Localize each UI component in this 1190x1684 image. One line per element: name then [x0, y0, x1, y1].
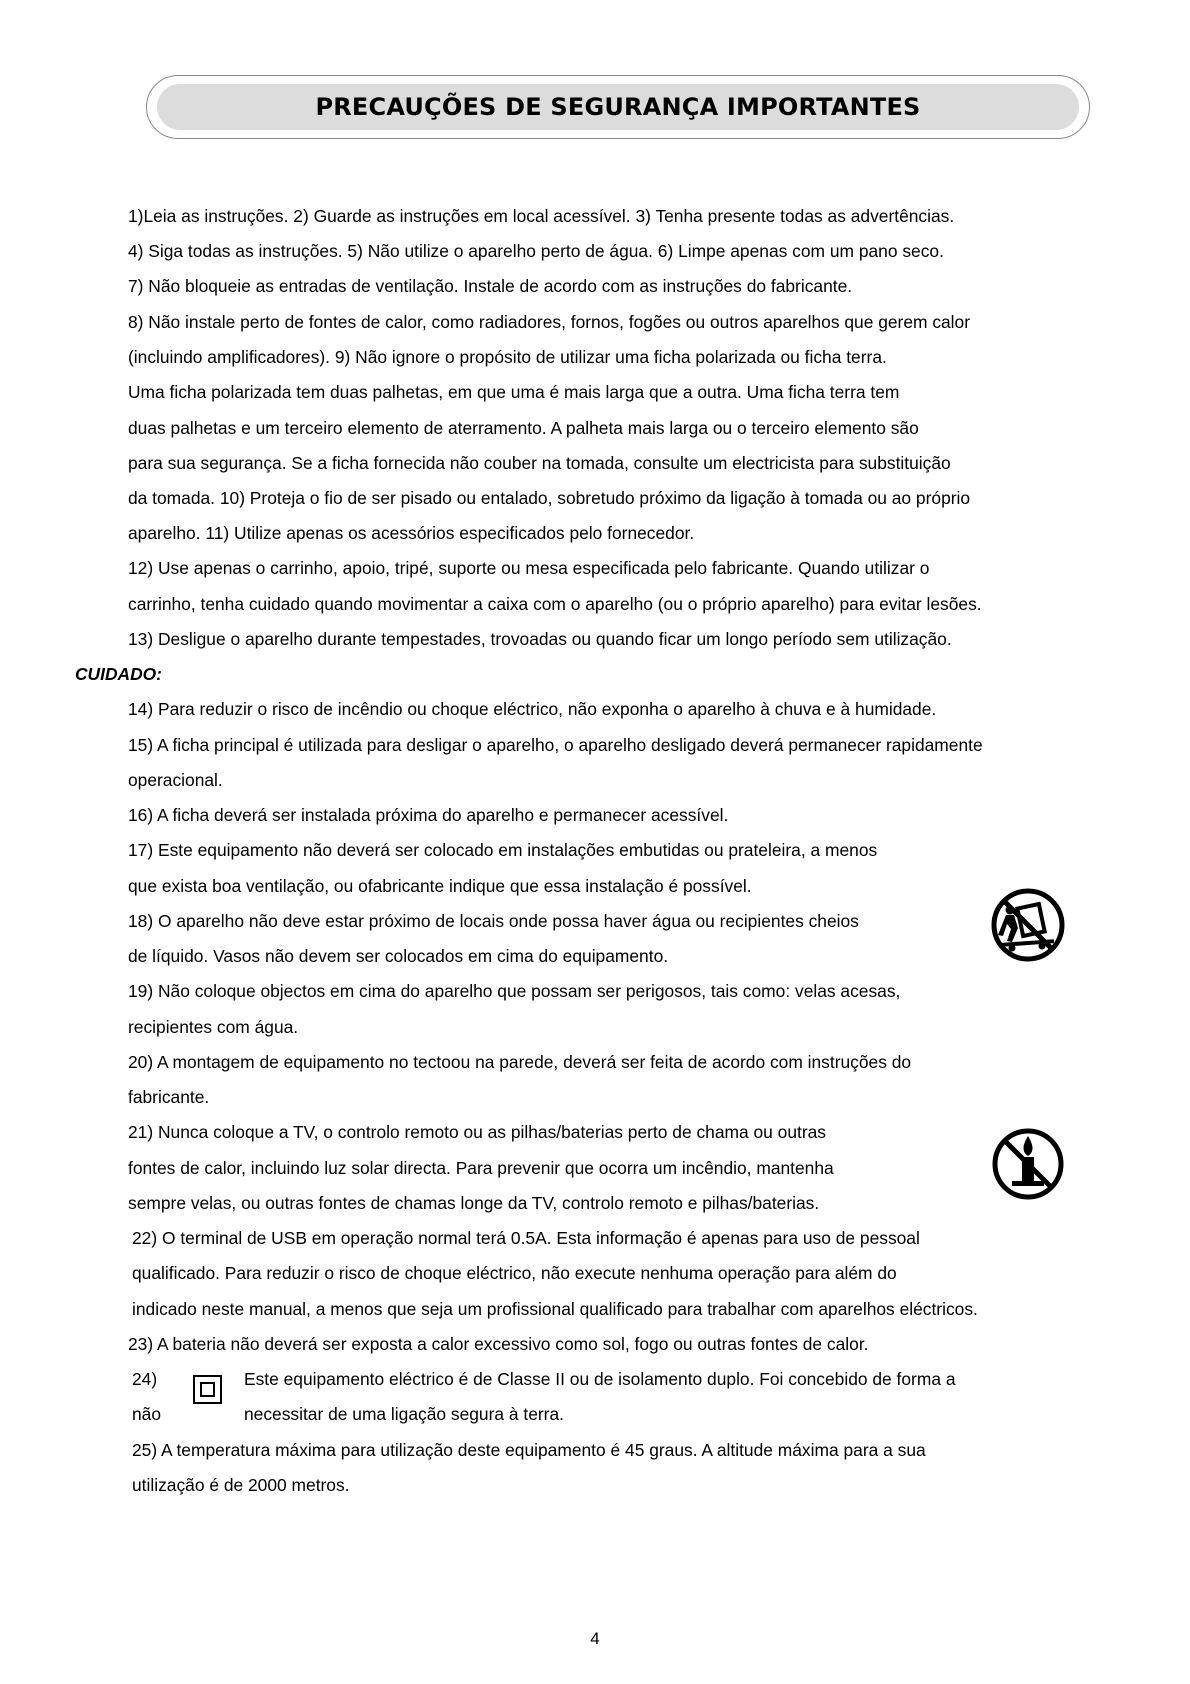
instruction-line: 12) Use apenas o carrinho, apoio, tripé, suporte ou mesa especificada pelo fabricante. Quando utilizar o: [128, 558, 930, 578]
instruction-line: 19) Não coloque objectos em cima do aparelho que possam ser perigosos, tais como: velas acesas,: [128, 981, 901, 1001]
instruction-line-fragment: não: [132, 1404, 162, 1424]
instruction-line: 13) Desligue o aparelho durante tempestades, trovoadas ou quando ficar um longo período sem utilização.: [128, 629, 952, 649]
instruction-line: Este equipamento eléctrico é de Classe II ou de isolamento duplo. Foi concebido de forma a: [244, 1369, 956, 1389]
instruction-line: 15) A ficha principal é utilizada para desligar o aparelho, o aparelho desligado deverá permanecer rapidamente: [128, 735, 983, 755]
instruction-line: 22) O terminal de USB em operação normal terá 0.5A. Esta informação é apenas para uso de pessoal: [132, 1228, 920, 1248]
instruction-line: Uma ficha polarizada tem duas palhetas, em que uma é mais larga que a outra. Uma ficha terra tem: [128, 382, 900, 402]
instruction-line: 23) A bateria não deverá ser exposta a calor excessivo como sol, fogo ou outras fontes de calor.: [128, 1334, 869, 1354]
instruction-line: operacional.: [128, 770, 223, 790]
instruction-line: recipientes com água.: [128, 1017, 299, 1037]
no-open-flame-icon: [990, 1126, 1066, 1202]
instruction-line: carrinho, tenha cuidado quando movimentar a caixa com o aparelho (ou o próprio aparelho) para evitar lesões.: [128, 594, 982, 614]
instruction-line: (incluindo amplificadores). 9) Não ignore o propósito de utilizar uma ficha polarizada ou ficha terra.: [128, 347, 887, 367]
instruction-line: 21) Nunca coloque a TV, o controlo remoto ou as pilhas/baterias perto de chama ou outras: [128, 1122, 826, 1142]
instruction-line: fabricante.: [128, 1087, 210, 1107]
instruction-line: utilização é de 2000 metros.: [132, 1475, 350, 1495]
class-ii-double-insulation-icon: [193, 1375, 222, 1404]
instruction-line: 17) Este equipamento não deverá ser colocado em instalações embutidas ou prateleira, a menos: [128, 840, 878, 860]
page-number: 4: [590, 1629, 600, 1648]
instruction-line: 25) A temperatura máxima para utilização deste equipamento é 45 graus. A altitude máxima para a sua: [132, 1440, 926, 1460]
instruction-line: de líquido. Vasos não devem ser colocados em cima do equipamento.: [128, 946, 669, 966]
instruction-line: necessitar de uma ligação segura à terra.: [244, 1404, 564, 1424]
instruction-line: 18) O aparelho não deve estar próximo de locais onde possa haver água ou recipientes cheios: [128, 911, 859, 931]
instruction-line: aparelho. 11) Utilize apenas os acessórios especificados pelo fornecedor.: [128, 523, 695, 543]
instruction-line: 20) A montagem de equipamento no tectoou na parede, deverá ser feita de acordo com instruções do: [128, 1052, 912, 1072]
instruction-line: fontes de calor, incluindo luz solar directa. Para prevenir que ocorra um incêndio, mantenha: [128, 1158, 834, 1178]
instruction-line: 16) A ficha deverá ser instalada próxima do aparelho e permanecer acessível.: [128, 805, 729, 825]
instruction-line-number: 24): [132, 1369, 158, 1389]
instruction-line: qualificado. Para reduzir o risco de choque eléctrico, não execute nenhuma operação para além do: [132, 1263, 897, 1283]
instruction-line: para sua segurança. Se a ficha fornecida não couber na tomada, consulte um electricista para substituição: [128, 453, 951, 473]
instruction-line: 4) Siga todas as instruções. 5) Não utilize o aparelho perto de água. 6) Limpe apenas com um pano seco.: [128, 241, 944, 261]
title-banner-inner: [157, 84, 1079, 130]
cart-tip-over-warning-icon: [988, 888, 1068, 962]
instruction-line: 1)Leia as instruções. 2) Guarde as instruções em local acessível. 3) Tenha presente todas as advertências.: [128, 206, 955, 226]
caution-heading: CUIDADO:: [75, 664, 162, 684]
instruction-line: sempre velas, ou outras fontes de chamas longe da TV, controlo remoto e pilhas/baterias.: [128, 1193, 820, 1213]
instruction-line: indicado neste manual, a menos que seja um profissional qualificado para trabalhar com aparelhos eléctricos.: [132, 1299, 978, 1319]
title-banner: [146, 75, 1090, 139]
instruction-line: 8) Não instale perto de fontes de calor, como radiadores, fornos, fogões ou outros aparelhos que gerem calor: [128, 312, 971, 332]
instruction-line: que exista boa ventilação, ou ofabricante indique que essa instalação é possível.: [128, 876, 752, 896]
instruction-line: 14) Para reduzir o risco de incêndio ou choque eléctrico, não exponha o aparelho à chuva e à humidade.: [128, 699, 937, 719]
page-title: PRECAUÇÕES DE SEGURANÇA IMPORTANTES: [315, 93, 921, 121]
instruction-line: 7) Não bloqueie as entradas de ventilação. Instale de acordo com as instruções do fabricante.: [128, 276, 853, 296]
instruction-line: da tomada. 10) Proteja o fio de ser pisado ou entalado, sobretudo próximo da ligação à tomada ou ao próprio: [128, 488, 971, 508]
instruction-line: duas palhetas e um terceiro elemento de aterramento. A palheta mais larga ou o terceiro elemento são: [128, 418, 919, 438]
